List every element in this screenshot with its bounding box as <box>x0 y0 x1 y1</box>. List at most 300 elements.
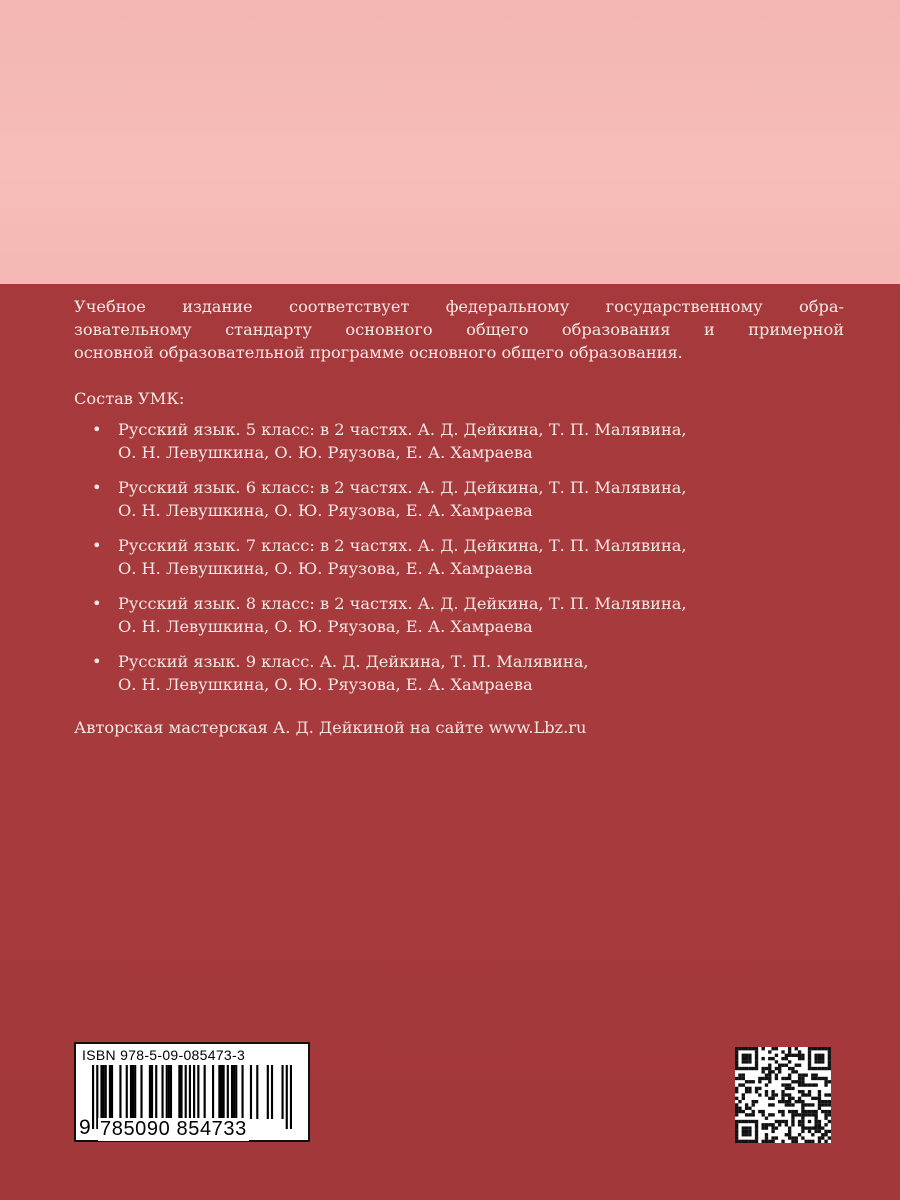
barcode-bar <box>250 1065 252 1119</box>
qr-module <box>821 1047 824 1050</box>
qr-module <box>824 1047 827 1050</box>
qr-module <box>758 1077 761 1080</box>
qr-module <box>801 1136 804 1139</box>
qr-module <box>785 1100 788 1103</box>
qr-module <box>735 1136 738 1139</box>
qr-module <box>828 1136 831 1139</box>
qr-module <box>742 1130 745 1133</box>
qr-module <box>821 1110 824 1113</box>
qr-module <box>818 1077 821 1080</box>
edition-statement-line: зовательному стандарту основного общего образования и примерной <box>74 320 844 339</box>
qr-module <box>781 1050 784 1053</box>
barcode-bar <box>166 1065 168 1119</box>
qr-module <box>775 1120 778 1123</box>
qr-module <box>765 1090 768 1093</box>
qr-module <box>798 1113 801 1116</box>
qr-module <box>738 1067 741 1070</box>
qr-module <box>828 1080 831 1083</box>
qr-module <box>785 1123 788 1126</box>
bullet-icon: • <box>92 478 102 497</box>
qr-module <box>788 1047 791 1050</box>
qr-module <box>824 1067 827 1070</box>
qr-module <box>805 1140 808 1143</box>
qr-module <box>818 1090 821 1093</box>
qr-module <box>761 1126 764 1129</box>
qr-module <box>798 1120 801 1123</box>
qr-module <box>821 1126 824 1129</box>
cover-top-band <box>0 0 900 284</box>
qr-module <box>828 1100 831 1103</box>
qr-module <box>742 1060 745 1063</box>
qr-module <box>824 1110 827 1113</box>
qr-module <box>748 1054 751 1057</box>
list-item <box>74 534 844 580</box>
qr-module <box>765 1073 768 1076</box>
list-item <box>74 418 844 464</box>
qr-module <box>795 1110 798 1113</box>
qr-module <box>755 1130 758 1133</box>
qr-module <box>755 1100 758 1103</box>
qr-module <box>801 1073 804 1076</box>
qr-module <box>785 1087 788 1090</box>
bullet-icon: • <box>92 594 102 613</box>
qr-module <box>791 1097 794 1100</box>
qr-module <box>788 1054 791 1057</box>
qr-module <box>775 1077 778 1080</box>
qr-module <box>828 1120 831 1123</box>
qr-module <box>811 1073 814 1076</box>
qr-module <box>808 1047 811 1050</box>
barcode-bar <box>170 1065 172 1119</box>
qr-module <box>775 1067 778 1070</box>
qr-module <box>811 1110 814 1113</box>
list-item <box>74 650 844 696</box>
qr-module <box>771 1123 774 1126</box>
isbn-label: ISBN 978-5-09-085473-3 <box>82 1047 246 1063</box>
qr-module <box>745 1047 748 1050</box>
qr-module <box>781 1140 784 1143</box>
qr-module <box>735 1064 738 1067</box>
qr-module <box>752 1080 755 1083</box>
qr-module <box>761 1110 764 1113</box>
qr-module <box>821 1077 824 1080</box>
list-item-line: О. Н. Левушкина, О. Ю. Ряузова, Е. А. Хамраева <box>118 443 533 462</box>
qr-module <box>801 1117 804 1120</box>
qr-module <box>821 1103 824 1106</box>
list-item-line: О. Н. Левушкина, О. Ю. Ряузова, Е. А. Хамраева <box>118 501 533 520</box>
qr-module <box>752 1100 755 1103</box>
barcode-bar <box>233 1065 235 1119</box>
qr-module <box>798 1123 801 1126</box>
barcode-bar <box>267 1065 269 1119</box>
qr-module <box>748 1133 751 1136</box>
qr-module <box>771 1047 774 1050</box>
ean-digits: 785090 854733 <box>100 1118 247 1140</box>
qr-module <box>798 1073 801 1076</box>
qr-module <box>748 1057 751 1060</box>
qr-module <box>801 1054 804 1057</box>
qr-module <box>738 1100 741 1103</box>
qr-module <box>785 1103 788 1106</box>
qr-module <box>808 1126 811 1129</box>
barcode-bar <box>105 1065 107 1119</box>
qr-module <box>781 1090 784 1093</box>
qr-module <box>752 1103 755 1106</box>
qr-module <box>814 1130 817 1133</box>
barcode-bar <box>111 1065 113 1119</box>
barcode-bar <box>286 1065 288 1129</box>
qr-module <box>801 1057 804 1060</box>
qr-module <box>755 1067 758 1070</box>
qr-module <box>735 1087 738 1090</box>
qr-module <box>748 1087 751 1090</box>
qr-module <box>801 1100 804 1103</box>
qr-module <box>818 1054 821 1057</box>
qr-module <box>768 1067 771 1070</box>
bullet-icon: • <box>92 420 102 439</box>
qr-module <box>735 1060 738 1063</box>
qr-module <box>738 1083 741 1086</box>
qr-module <box>745 1090 748 1093</box>
qr-module <box>791 1067 794 1070</box>
qr-module <box>828 1057 831 1060</box>
umk-list <box>74 418 844 696</box>
qr-module <box>752 1120 755 1123</box>
qr-module <box>742 1083 745 1086</box>
qr-module <box>808 1110 811 1113</box>
qr-module <box>808 1064 811 1067</box>
qr-module <box>742 1093 745 1096</box>
qr-module <box>735 1130 738 1133</box>
qr-module <box>811 1113 814 1116</box>
qr-module <box>748 1047 751 1050</box>
qr-module <box>795 1064 798 1067</box>
qr-module <box>801 1090 804 1093</box>
qr-module <box>818 1067 821 1070</box>
qr-module <box>805 1093 808 1096</box>
qr-module <box>748 1080 751 1083</box>
qr-module <box>778 1067 781 1070</box>
qr-module <box>828 1054 831 1057</box>
list-item <box>74 476 844 522</box>
qr-module <box>805 1113 808 1116</box>
qr-module <box>821 1100 824 1103</box>
qr-module <box>805 1103 808 1106</box>
qr-module <box>801 1103 804 1106</box>
qr-module <box>788 1077 791 1080</box>
qr-module <box>828 1067 831 1070</box>
qr-module <box>775 1073 778 1076</box>
qr-module <box>781 1093 784 1096</box>
barcode-bar <box>281 1065 283 1119</box>
qr-module <box>735 1126 738 1129</box>
list-item-line: О. Н. Левушкина, О. Ю. Ряузова, Е. А. Хамраева <box>118 617 533 636</box>
qr-module <box>791 1110 794 1113</box>
qr-module <box>821 1133 824 1136</box>
qr-module <box>818 1140 821 1143</box>
qr-module <box>795 1140 798 1143</box>
qr-module <box>811 1047 814 1050</box>
qr-module <box>808 1130 811 1133</box>
qr-module <box>791 1123 794 1126</box>
barcode-bar <box>149 1065 151 1119</box>
barcode-bar <box>161 1065 163 1119</box>
qr-module <box>798 1083 801 1086</box>
qr-module <box>768 1070 771 1073</box>
barcode-bar <box>197 1065 199 1119</box>
qr-module <box>824 1080 827 1083</box>
qr-module <box>788 1093 791 1096</box>
edition-statement-line: основной образовательной программе основного общего образования. <box>74 343 683 362</box>
qr-module <box>755 1060 758 1063</box>
qr-module <box>742 1054 745 1057</box>
barcode-bar <box>130 1065 132 1119</box>
qr-module <box>801 1113 804 1116</box>
qr-module <box>798 1064 801 1067</box>
qr-module <box>752 1067 755 1070</box>
qr-module <box>771 1093 774 1096</box>
qr-module <box>735 1077 738 1080</box>
qr-module <box>811 1077 814 1080</box>
barcode-bar <box>119 1065 121 1119</box>
qr-module <box>828 1047 831 1050</box>
barcode-bar <box>185 1065 187 1119</box>
qr-module <box>798 1133 801 1136</box>
qr-module <box>735 1123 738 1126</box>
qr-module <box>801 1093 804 1096</box>
qr-module <box>828 1110 831 1113</box>
qr-module <box>828 1050 831 1053</box>
qr-module <box>738 1120 741 1123</box>
qr-module <box>755 1090 758 1093</box>
qr-module <box>828 1103 831 1106</box>
list-item-line: Русский язык. 5 класс: в 2 частях. А. Д. Дейкина, Т. П. Малявина, <box>118 420 687 439</box>
qr-module <box>755 1126 758 1129</box>
qr-module <box>771 1070 774 1073</box>
qr-module <box>775 1054 778 1057</box>
qr-module <box>778 1120 781 1123</box>
qr-module <box>808 1067 811 1070</box>
qr-module <box>752 1140 755 1143</box>
qr-module <box>828 1060 831 1063</box>
qr-module <box>761 1047 764 1050</box>
barcode-bar <box>103 1065 105 1119</box>
qr-module <box>768 1080 771 1083</box>
qr-module <box>788 1083 791 1086</box>
qr-module <box>824 1133 827 1136</box>
qr-module <box>758 1087 761 1090</box>
qr-module <box>768 1103 771 1106</box>
qr-module <box>768 1097 771 1100</box>
qr-module <box>748 1130 751 1133</box>
bullet-icon: • <box>92 536 102 555</box>
qr-module <box>781 1097 784 1100</box>
barcode-bar <box>126 1065 128 1119</box>
qr-module <box>805 1126 808 1129</box>
qr-module <box>818 1130 821 1133</box>
qr-module <box>808 1083 811 1086</box>
qr-module <box>811 1133 814 1136</box>
qr-module <box>761 1140 764 1143</box>
qr-module <box>788 1110 791 1113</box>
qr-module <box>818 1060 821 1063</box>
qr-module <box>761 1113 764 1116</box>
qr-module <box>771 1130 774 1133</box>
qr-code <box>735 1047 831 1143</box>
qr-module <box>738 1140 741 1143</box>
qr-module <box>818 1126 821 1129</box>
barcode-bar <box>220 1065 222 1119</box>
qr-module <box>748 1107 751 1110</box>
qr-module <box>788 1067 791 1070</box>
qr-module <box>735 1097 738 1100</box>
barcode-bar <box>227 1065 229 1119</box>
edition-statement <box>74 295 844 364</box>
qr-module <box>818 1136 821 1139</box>
qr-module <box>795 1070 798 1073</box>
qr-module <box>824 1093 827 1096</box>
barcode-bar <box>204 1065 206 1119</box>
qr-module <box>775 1060 778 1063</box>
qr-module <box>811 1103 814 1106</box>
qr-module <box>801 1083 804 1086</box>
qr-module <box>748 1126 751 1129</box>
qr-module <box>808 1140 811 1143</box>
qr-module <box>771 1097 774 1100</box>
qr-module <box>775 1126 778 1129</box>
qr-module <box>788 1073 791 1076</box>
qr-module <box>781 1100 784 1103</box>
qr-code-icon <box>735 1047 831 1143</box>
qr-module <box>791 1087 794 1090</box>
qr-module <box>742 1097 745 1100</box>
qr-module <box>745 1087 748 1090</box>
qr-module <box>755 1047 758 1050</box>
qr-module <box>781 1113 784 1116</box>
qr-module <box>781 1120 784 1123</box>
qr-module <box>778 1064 781 1067</box>
qr-module <box>818 1097 821 1100</box>
qr-module <box>745 1120 748 1123</box>
qr-module <box>745 1140 748 1143</box>
qr-module <box>735 1133 738 1136</box>
qr-module <box>735 1067 738 1070</box>
qr-module <box>808 1103 811 1106</box>
qr-module <box>771 1057 774 1060</box>
qr-module <box>788 1087 791 1090</box>
qr-module <box>778 1100 781 1103</box>
qr-module <box>778 1123 781 1126</box>
qr-module <box>824 1083 827 1086</box>
qr-module <box>795 1113 798 1116</box>
qr-module <box>745 1107 748 1110</box>
qr-module <box>818 1093 821 1096</box>
qr-module <box>818 1047 821 1050</box>
barcode-bar <box>231 1065 233 1119</box>
qr-module <box>775 1047 778 1050</box>
qr-module <box>824 1103 827 1106</box>
qr-module <box>824 1077 827 1080</box>
qr-module <box>805 1073 808 1076</box>
qr-module <box>795 1054 798 1057</box>
edition-statement-line: Учебное издание соответствует федеральному государственному обра- <box>74 297 844 316</box>
qr-module <box>821 1054 824 1057</box>
qr-module <box>748 1140 751 1143</box>
qr-module <box>814 1047 817 1050</box>
qr-module <box>811 1126 814 1129</box>
qr-module <box>768 1064 771 1067</box>
qr-module <box>775 1093 778 1096</box>
bullet-icon: • <box>92 652 102 671</box>
qr-module <box>771 1113 774 1116</box>
qr-module <box>798 1097 801 1100</box>
qr-module <box>814 1077 817 1080</box>
qr-module <box>798 1100 801 1103</box>
qr-module <box>745 1103 748 1106</box>
barcode-bar <box>132 1065 134 1119</box>
qr-module <box>738 1110 741 1113</box>
qr-module <box>761 1070 764 1073</box>
list-item-line: Русский язык. 6 класс: в 2 частях. А. Д. Дейкина, Т. П. Малявина, <box>118 478 687 497</box>
barcode-bar <box>151 1065 153 1119</box>
barcode-bar <box>109 1065 111 1119</box>
qr-module <box>814 1123 817 1126</box>
qr-module <box>735 1054 738 1057</box>
qr-module <box>771 1090 774 1093</box>
qr-module <box>814 1083 817 1086</box>
qr-module <box>814 1057 817 1060</box>
qr-module <box>818 1103 821 1106</box>
qr-module <box>748 1120 751 1123</box>
qr-module <box>735 1120 738 1123</box>
qr-module <box>755 1140 758 1143</box>
qr-module <box>808 1113 811 1116</box>
qr-module <box>755 1054 758 1057</box>
qr-module <box>811 1067 814 1070</box>
qr-module <box>771 1103 774 1106</box>
qr-module <box>818 1057 821 1060</box>
qr-module <box>771 1126 774 1129</box>
qr-module <box>801 1130 804 1133</box>
qr-module <box>765 1126 768 1129</box>
qr-module <box>785 1054 788 1057</box>
qr-module <box>785 1064 788 1067</box>
qr-module <box>821 1060 824 1063</box>
qr-module <box>785 1093 788 1096</box>
qr-module <box>758 1093 761 1096</box>
qr-module <box>828 1130 831 1133</box>
qr-module <box>735 1103 738 1106</box>
qr-module <box>765 1067 768 1070</box>
qr-module <box>818 1120 821 1123</box>
qr-module <box>788 1050 791 1053</box>
qr-module <box>745 1060 748 1063</box>
qr-module <box>814 1097 817 1100</box>
qr-module <box>748 1060 751 1063</box>
isbn-barcode <box>74 1042 310 1142</box>
qr-module <box>821 1067 824 1070</box>
qr-module <box>765 1133 768 1136</box>
qr-module <box>742 1110 745 1113</box>
qr-module <box>788 1100 791 1103</box>
qr-module <box>755 1133 758 1136</box>
qr-module <box>768 1140 771 1143</box>
qr-module <box>781 1110 784 1113</box>
qr-module <box>795 1047 798 1050</box>
qr-module <box>801 1110 804 1113</box>
qr-module <box>785 1057 788 1060</box>
qr-module <box>824 1123 827 1126</box>
